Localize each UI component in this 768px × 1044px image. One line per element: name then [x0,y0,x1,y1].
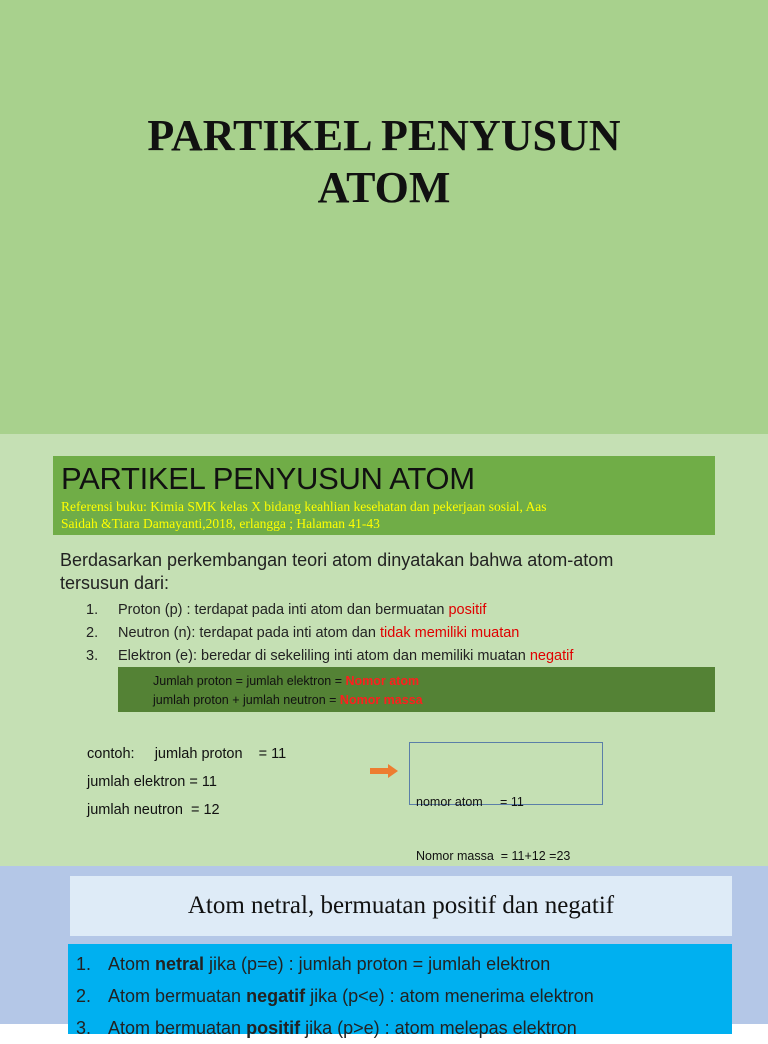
bold-term: negatif [246,986,306,1006]
intro-line-2: tersusun dari: [60,573,170,593]
formula-box [118,667,715,712]
particle-list [86,599,726,668]
list-text: jika (p>e) : atom melepas elektron [300,1018,577,1038]
reference-line-2: Saidah &Tiara Damayanti,2018, erlangga ; Halaman 41-43 [61,516,380,531]
content-slide [0,434,768,866]
result-mass-number: Nomor massa = 11+12 =23 [416,849,571,863]
list-item [76,980,732,1012]
list-item [76,1012,732,1044]
list-number: 2. [86,625,99,641]
section-heading: PARTIKEL PENYUSUN ATOM [61,461,475,496]
list-text: Elektron (e): beredar di sekeliling inti atom dan memiliki muatan [118,648,530,664]
list-text: jika (p=e) : jumlah proton = jumlah elektron [204,954,551,974]
list-number: 1. [76,954,92,974]
charge-slide [0,866,768,1038]
list-number: 1. [86,602,99,618]
formula-text: Jumlah proton = jumlah elektron = [153,674,346,688]
list-number: 3. [86,648,99,664]
result-box [409,742,603,863]
list-item [86,645,726,668]
example-proton: contoh: jumlah proton = 11 [87,746,287,762]
formula-result: Nomor atom [345,674,420,688]
list-item [76,948,732,980]
list-text: Proton (p) : terdapat pada inti atom dan bermuatan [118,602,449,618]
intro-text [60,549,720,595]
list-text: Atom [108,954,156,974]
highlight-text: positif [448,602,487,618]
highlight-text: negatif [529,648,574,664]
list-item [86,599,726,622]
charge-list [68,944,732,1038]
formula-mass-number [153,691,715,710]
formula-result: Nomor massa [339,693,423,707]
list-text: Atom bermuatan [108,986,247,1006]
slide-title-line-2: ATOM [317,163,451,212]
slide-title-line-1: PARTIKEL PENYUSUN [147,111,621,160]
bold-term: netral [155,954,205,974]
arrow-right-icon [370,764,398,778]
bold-term: positif [246,1018,301,1038]
reference-line-1: Referensi buku: Kimia SMK kelas X bidang keahlian kesehatan dan pekerjaan sosial, Aas [61,499,547,514]
formula-atomic-number [153,672,715,691]
list-text: Atom bermuatan [108,1018,247,1038]
intro-line-1: Berdasarkan perkembangan teori atom dinyatakan bahwa atom-atom [60,550,614,570]
formula-text: jumlah proton + jumlah neutron = [153,693,340,707]
highlight-text: tidak memiliki muatan [379,625,520,641]
list-text: Neutron (n): terdapat pada inti atom dan [118,625,380,641]
example-electron: jumlah elektron = 11 [87,774,217,790]
list-number: 2. [76,986,92,1006]
example-neutron: jumlah neutron = 12 [87,802,220,818]
title-box [53,456,715,535]
result-atomic-number: nomor atom = 11 [416,795,524,809]
list-number: 3. [76,1018,92,1038]
title-slide [0,0,768,434]
list-item [86,622,726,645]
list-text: jika (p<e) : atom menerima elektron [305,986,594,1006]
slide-title [0,110,768,214]
charge-slide-title: Atom netral, bermuatan positif dan negatif [70,876,732,936]
